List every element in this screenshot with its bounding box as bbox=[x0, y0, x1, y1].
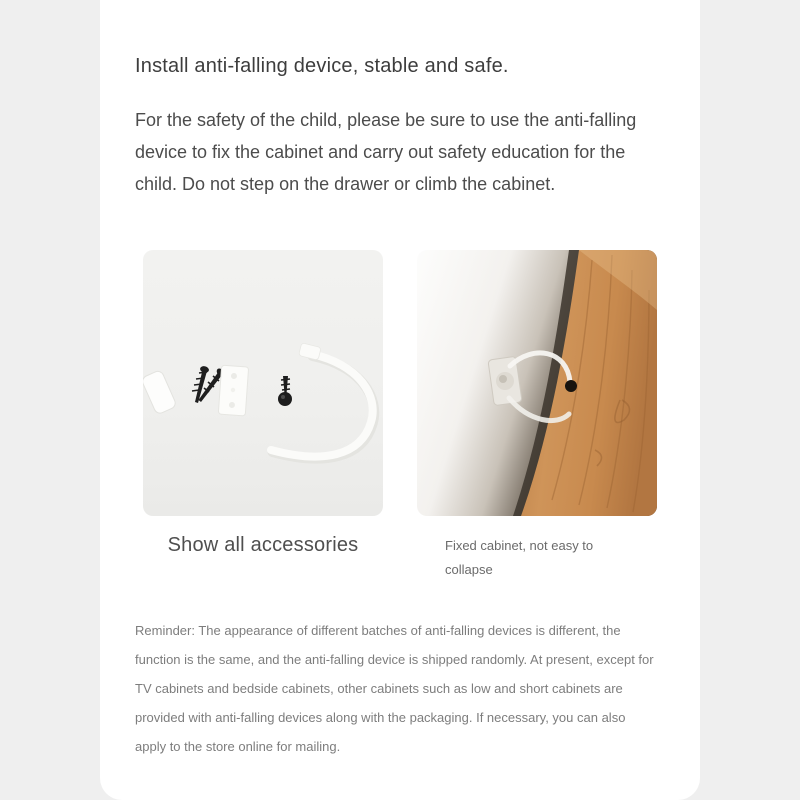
photo-background bbox=[143, 250, 383, 516]
figure-row bbox=[143, 250, 665, 516]
reminder-text: Reminder: The appearance of different batches of anti-falling devices is different, the function is the same, and the anti-falling device is shipped randomly. At present, except for TV cabinets and bedside cabinets, other cabinets such as low and short cabinets are provided with anti-falling devices along with the packaging. If necessary, you can also apply to the store online for mailing. bbox=[135, 623, 654, 754]
section-title: Install anti-falling device, stable and safe. bbox=[135, 55, 509, 77]
section-description: For the safety of the child, please be sure to use the anti-falling device to fix the cabinet and carry out safety education for the child. Do not step on the drawer or climb the cabinet. bbox=[135, 110, 637, 194]
installed-device-caption: Fixed cabinet, not easy to collapse bbox=[445, 538, 594, 577]
installed-device-photo bbox=[417, 250, 657, 516]
detail-card bbox=[100, 0, 700, 800]
mounting-plate bbox=[218, 365, 248, 416]
accessories-photo bbox=[143, 250, 383, 516]
accessories-caption: Show all accessories bbox=[167, 534, 359, 556]
caption-row bbox=[143, 534, 665, 582]
